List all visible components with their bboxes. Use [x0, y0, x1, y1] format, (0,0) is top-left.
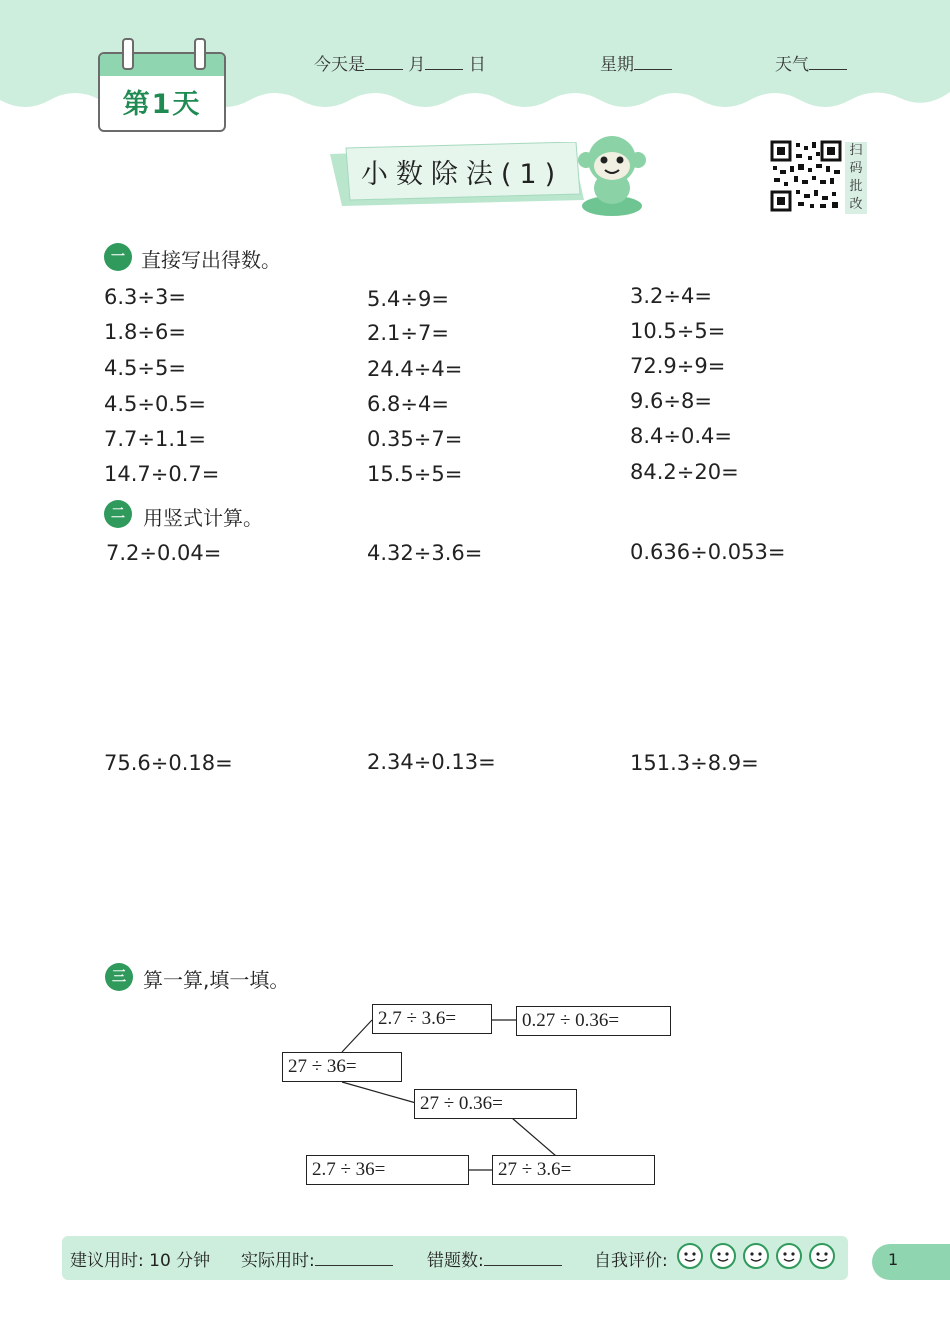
- section-2-title: 用竖式计算。: [143, 506, 263, 530]
- problem-6-3: 84.2÷20=: [630, 460, 739, 484]
- section-1-title: 直接写出得数。: [141, 248, 281, 272]
- weather-field[interactable]: 天气: [775, 50, 847, 75]
- vertical-problem-1: 7.2÷0.04=: [106, 541, 222, 565]
- problem-5-3: 8.4÷0.4=: [630, 424, 732, 448]
- problem-2-1: 1.8÷6=: [104, 320, 186, 344]
- vertical-problem-5: 2.34÷0.13=: [367, 750, 496, 774]
- answer-box-top[interactable]: 2.7 ÷ 3.6=: [372, 1004, 492, 1034]
- rating-face-icon[interactable]: [776, 1243, 802, 1269]
- problem-5-2: 0.35÷7=: [367, 427, 463, 451]
- problem-6-1: 14.7÷0.7=: [104, 462, 220, 486]
- day-label: 第1天: [122, 89, 202, 120]
- rating-face-icon[interactable]: [809, 1243, 835, 1269]
- problem-3-1: 4.5÷5=: [104, 356, 186, 380]
- date-field[interactable]: 今天是 月 日: [314, 55, 486, 75]
- problem-1-2: 5.4÷9=: [367, 287, 449, 311]
- error-count-field[interactable]: 错题数:: [427, 1246, 562, 1271]
- page-number: 1: [888, 1250, 899, 1269]
- problem-1-3: 3.2÷4=: [630, 284, 712, 308]
- answer-box-middle[interactable]: 27 ÷ 0.36=: [414, 1089, 577, 1119]
- page-title: 小数除法(1): [360, 159, 564, 190]
- section-1-number-icon: 一: [104, 243, 132, 271]
- answer-box-bottom-right[interactable]: 27 ÷ 3.6=: [492, 1155, 655, 1185]
- page-number-tab: [872, 1244, 950, 1280]
- problem-3-2: 24.4÷4=: [367, 357, 463, 381]
- rating-face-icon[interactable]: [743, 1243, 769, 1269]
- section-3-number-icon: 三: [105, 963, 133, 991]
- problem-4-2: 6.8÷4=: [367, 392, 449, 416]
- answer-box-bottom-left[interactable]: 2.7 ÷ 36=: [306, 1155, 469, 1185]
- problem-2-2: 2.1÷7=: [367, 321, 449, 345]
- vertical-problem-3: 0.636÷0.053=: [630, 540, 786, 564]
- actual-time-field[interactable]: 实际用时:: [241, 1246, 393, 1271]
- problem-1-1: 6.3÷3=: [104, 285, 186, 309]
- problem-2-3: 10.5÷5=: [630, 319, 726, 343]
- problem-5-1: 7.7÷1.1=: [104, 427, 206, 451]
- section-3-title: 算一算,填一填。: [143, 968, 290, 992]
- problem-3-3: 72.9÷9=: [630, 354, 726, 378]
- qr-caption: 扫 码 批 改: [845, 142, 867, 214]
- section-2-number-icon: 二: [104, 500, 132, 528]
- self-evaluation-label: 自我评价:: [594, 1251, 668, 1271]
- problem-6-2: 15.5÷5=: [367, 462, 463, 486]
- vertical-problem-2: 4.32÷3.6=: [367, 541, 483, 565]
- answer-box-top-right[interactable]: 0.27 ÷ 0.36=: [516, 1006, 671, 1036]
- suggested-time: 建议用时: 10 分钟: [70, 1251, 211, 1271]
- problem-4-3: 9.6÷8=: [630, 389, 712, 413]
- rating-face-icon[interactable]: [677, 1243, 703, 1269]
- vertical-problem-4: 75.6÷0.18=: [104, 751, 233, 775]
- weekday-field[interactable]: 星期: [600, 50, 672, 75]
- rating-face-icon[interactable]: [710, 1243, 736, 1269]
- answer-box-center[interactable]: 27 ÷ 36=: [282, 1052, 402, 1082]
- problem-4-1: 4.5÷0.5=: [104, 392, 206, 416]
- vertical-problem-6: 151.3÷8.9=: [630, 751, 759, 775]
